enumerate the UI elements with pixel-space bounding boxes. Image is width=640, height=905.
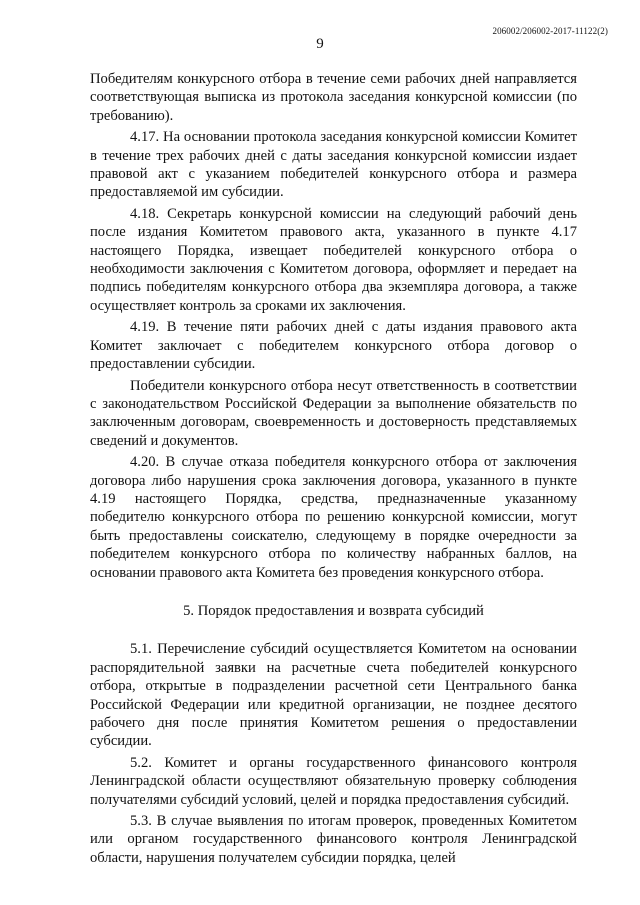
paragraph-4-20: 4.20. В случае отказа победителя конкурсного отбора от заключения договора либо нарушения срока заключения договора, указанного в пункте 4.19 настоящего Порядка, средства, предназначенные указанному победителю конкурсного отбора по решению конкурсной комиссии, могут быть предоставлены соискателю, следующему в порядке очередности за победителем конкурсного отбора по количеству набранных баллов, на основании правового акта Комитета без проведения конкурсного отбора. [90,454,577,581]
paragraph-4-19: 4.19. В течение пяти рабочих дней с даты издания правового акта Комитет заключает с победителем конкурсного отбора договор о предоставлении субсидии. [90,319,577,373]
section-title: 5. Порядок предоставления и возврата субсидий [183,602,484,619]
paragraph-responsibility: Победители конкурсного отбора несут ответственность в соответствии с законодательством Российской Федерации за выполнение обязательств по заключенным договорам, своевременность и достоверность представляемых сведений и документов. [90,377,577,449]
document-id: 206002/206002-2017-11122(2) [492,26,608,36]
page-number: 9 [316,36,324,52]
paragraph: Победителям конкурсного отбора в течение семи рабочих дней направляется соответствующая выписка из протокола заседания конкурсной комиссии (по требованию). [90,71,577,124]
paragraph-5-2: 5.2. Комитет и органы государственного финансового контроля Ленинградской области осуществляют обязательную проверку соблюдения получателями субсидий условий, целей и порядка предоставления субсидий. [90,754,577,808]
paragraph-5-3: 5.3. В случае выявления по итогам проверок, проведенных Комитетом или органом государственного финансового контроля Ленинградской области, нарушения получателем субсидии порядка, целей [90,813,577,866]
paragraph-5-1: 5.1. Перечисление субсидий осуществляется Комитетом на основании распорядительной заявки на расчетные счета победителей конкурсного отбора, открытые в подразделении расчетной сети Центрального банка Российской Федерации или кредитной организации, не позднее десятого рабочего дня после принятия Комитетом решения о предоставлении субсидии. [90,641,577,750]
paragraph-4-18: 4.18. Секретарь конкурсной комиссии на следующий рабочий день после издания Комитетом правового акта, указанного в пункте 4.17 настоящего Порядка, извещает победителей конкурсного отбора о необходимости заключения с Комитетом договора, оформляет и передает на подпись победителям конкурсного отбора два экземпляра договора, а также осуществляет контроль за сроками их заключения. [90,205,577,314]
paragraph-4-17: 4.17. На основании протокола заседания конкурсной комиссии Комитет в течение трех рабочих дней с даты заседания конкурсной комиссии издает правовой акт с указанием победителей конкурсного отбора и размера предоставляемой им субсидии. [90,129,577,201]
document-body [90,70,577,867]
